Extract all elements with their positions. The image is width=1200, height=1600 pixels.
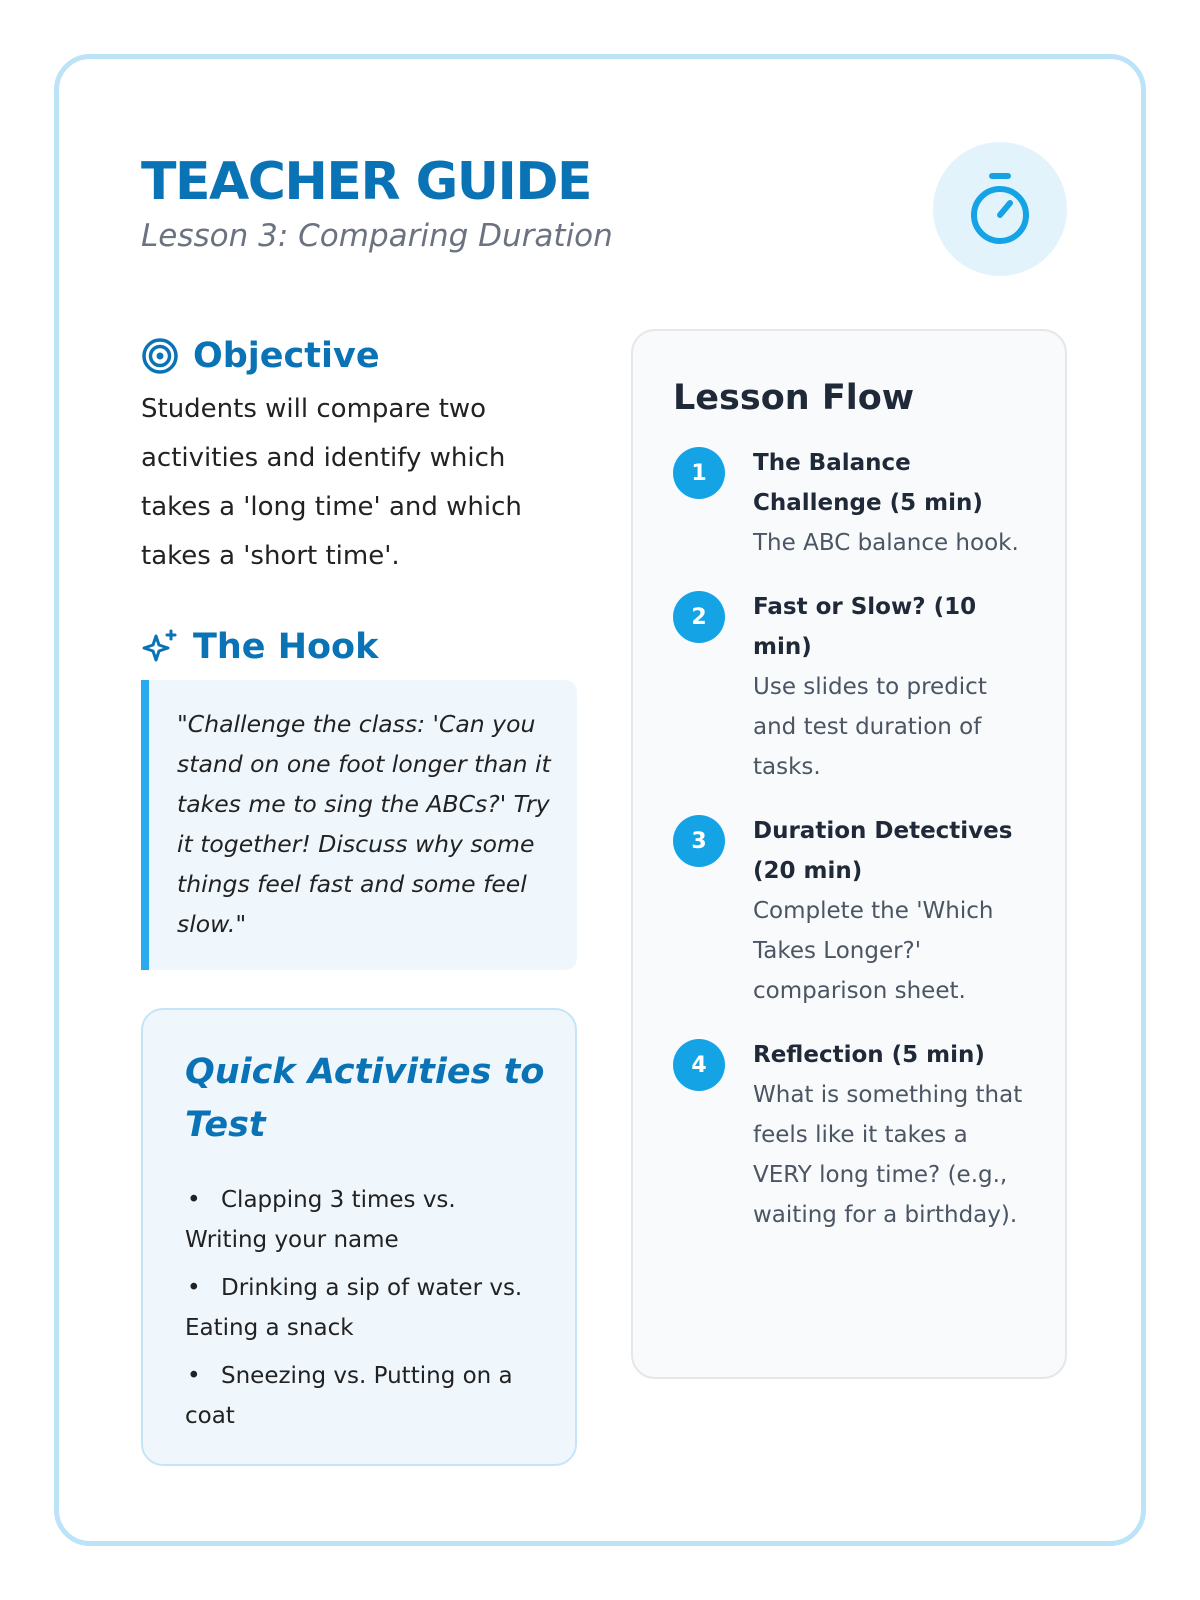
- stopwatch-icon: [967, 171, 1033, 247]
- step-number-badge: 2: [673, 591, 725, 643]
- list-item-text: Clapping 3 times vs. Writing your name: [185, 1187, 456, 1253]
- step-description: Complete the 'Which Takes Longer?' comparison sheet.: [753, 898, 994, 1004]
- page-title: TEACHER GUIDE: [141, 152, 592, 212]
- hook-section: [141, 624, 577, 970]
- hook-heading: The Hook: [193, 627, 379, 667]
- step-number-badge: 1: [673, 447, 725, 499]
- sparkles-icon: [141, 628, 179, 666]
- objective-section: [141, 333, 581, 581]
- step-title: Fast or Slow? (10 min): [753, 594, 977, 660]
- lesson-flow-heading: Lesson Flow: [673, 378, 915, 418]
- lesson-flow-panel: [631, 329, 1067, 1379]
- step-description: Use slides to predict and test duration of tasks.: [753, 674, 987, 780]
- step-title: The Balance Challenge (5 min): [753, 450, 983, 516]
- objective-text: Students will compare two activities and identify which takes a 'long time' and which takes a 'short time'.: [141, 394, 522, 571]
- activities-heading: Quick Activities to Test: [185, 1052, 545, 1145]
- hook-quote-box: [141, 680, 577, 970]
- activities-list: [185, 1180, 545, 1436]
- list-item-text: Drinking a sip of water vs. Eating a snack: [185, 1275, 523, 1341]
- list-item: • Drinking a sip of water vs. Eating a snack: [185, 1275, 523, 1341]
- step-title: Reflection (5 min): [753, 1042, 985, 1068]
- objective-heading: Objective: [193, 336, 380, 376]
- timer-badge: [933, 142, 1067, 276]
- quick-activities-panel: [141, 1008, 577, 1466]
- flow-step: [673, 811, 1029, 1011]
- list-item-text: Sneezing vs. Putting on a coat: [185, 1363, 513, 1429]
- step-description: The ABC balance hook.: [753, 530, 1019, 556]
- list-item: • Clapping 3 times vs. Writing your name: [185, 1187, 456, 1253]
- step-number-badge: 4: [673, 1039, 725, 1091]
- step-title: Duration Detectives (20 min): [753, 818, 1013, 884]
- step-description: What is something that feels like it takes a VERY long time? (e.g., waiting for a birthday).: [753, 1082, 1023, 1228]
- lesson-subtitle: Lesson 3: Comparing Duration: [141, 218, 613, 254]
- flow-step: [673, 443, 1029, 563]
- header: [141, 150, 613, 256]
- hook-quote: "Challenge the class: 'Can you stand on one foot longer than it takes me to sing the ABCs?' Try it together! Discuss why some things feel fast and some feel slow.": [177, 710, 551, 938]
- flow-step: [673, 1035, 1029, 1235]
- step-number-badge: 3: [673, 815, 725, 867]
- list-item: • Sneezing vs. Putting on a coat: [185, 1363, 513, 1429]
- target-icon: [141, 337, 179, 375]
- flow-step: [673, 587, 1029, 787]
